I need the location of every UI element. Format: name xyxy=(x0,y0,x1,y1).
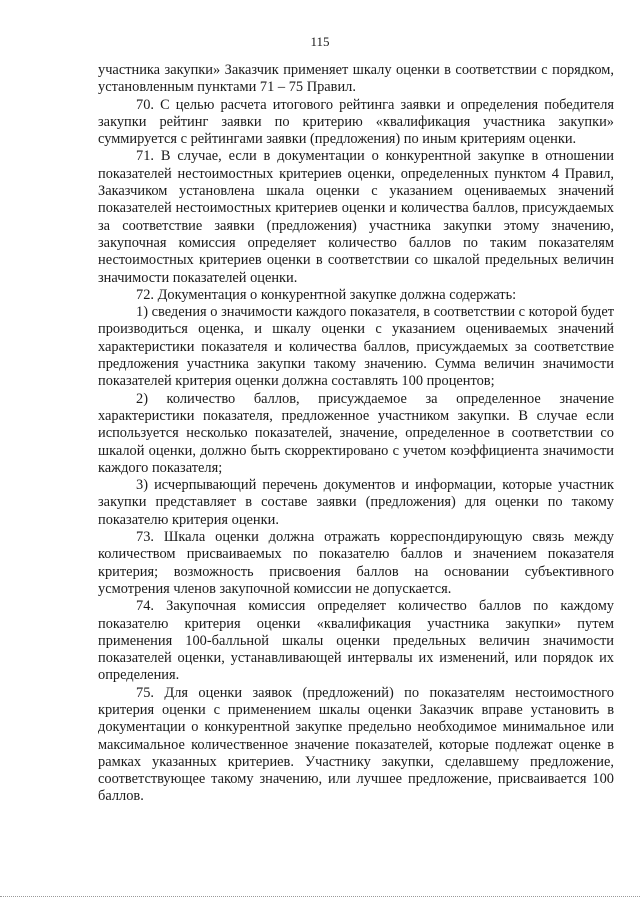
page-number: 115 xyxy=(310,34,330,49)
paragraph-73: 73. Шкала оценки должна отражать корреспондирующую связь между количеством присваиваемых по показателю баллов и значением показателя критерия; возможность присвоения баллов на основании субъективного усмотрения членов закупочной комиссии не допускается. xyxy=(98,529,614,597)
paragraph-72-item-1: 1) сведения о значимости каждого показателя, в соответствии с которой будет производиться оценка, и шкалу оценки с указанием оцениваемых значений характеристики показателя и количества баллов, присуждаемых за соответствие предложения участника закупки такому значению. Сумма величин значимости показателей критерия оценки должна составлять 100 процентов; xyxy=(98,304,614,390)
bottom-scan-edge xyxy=(0,896,640,897)
paragraph-continuation: участника закупки» Заказчик применяет шкалу оценки в соответствии с порядком, установленным пунктами 71 – 75 Правил. xyxy=(98,62,614,96)
paragraph-72: 72. Документация о конкурентной закупке должна содержать: xyxy=(136,286,517,303)
paragraph-71: 71. В случае, если в документации о конкурентной закупке в отношении показателей нестоимостных критериев оценки, определенных пунктом 4 Правил, Заказчиком установлена шкала оценки с указанием оцениваемых значений показателей нестоимостных критериев оценки и количества баллов, присуждаемых за соответствие заявки (предложения) участника закупки этому значению, закупочная комиссия определяет количество баллов по таким показателям нестоимостных критериев оценки в соответствии со шкалой предельных величин значимости показателей оценки. xyxy=(98,148,614,286)
paragraph-72-item-2: 2) количество баллов, присуждаемое за определенное значение характеристики показателя, предложенное участником закупки. В случае если используется несколько показателей, значение, определенное в соответствии со шкалой оценки, должно быть скорректировано с учетом коэффициента значимости каждого показателя; xyxy=(98,390,614,476)
paragraph-75: 75. Для оценки заявок (предложений) по показателям нестоимостного критерия оценки с применением шкалы оценки Заказчик вправе установить в документации о конкурентной закупке предельно необходимое минимальное или максимальное количественное значение показателей, которые подлежат оценке в рамках указанных критериев. Участнику закупки, сделавшему предложение, соответствующее такому значению, или лучшее предложение, присваивается 100 баллов. xyxy=(98,684,614,805)
paragraph-74: 74. Закупочная комиссия определяет количество баллов по каждому показателю критерия оценки «квалификация участника закупки» путем применения 100-балльной шкалы оценки предельных величин значимости показателей оценки, устанавливающей интервалы их изменений, или порядок их определения. xyxy=(98,598,614,684)
paragraph-72-item-3: 3) исчерпывающий перечень документов и информации, которые участник закупки представляет в составе заявки (предложения) для оценки по такому показателю критерия оценки. xyxy=(98,477,614,528)
document-body xyxy=(98,62,614,806)
paragraph-70: 70. С целью расчета итогового рейтинга заявки и определения победителя закупки рейтинг заявки по критерию «квалификация участника закупки» суммируется с рейтингами заявки (предложения) по иным критериям оценки. xyxy=(98,96,614,148)
